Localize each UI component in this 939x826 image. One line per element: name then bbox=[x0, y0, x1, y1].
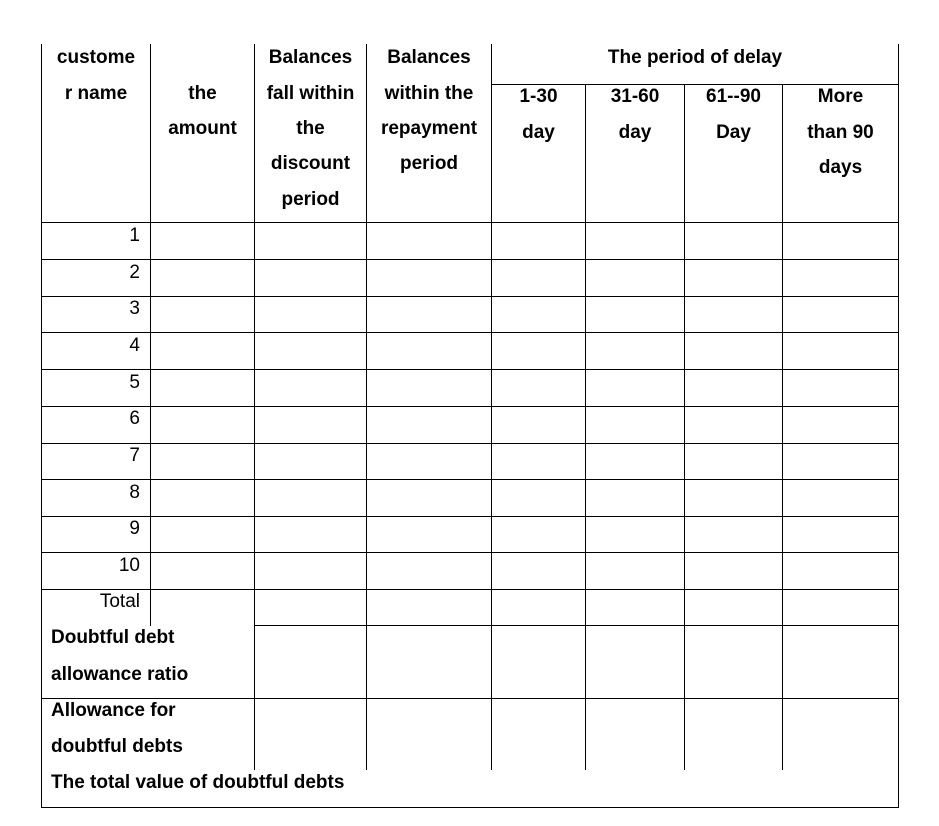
row-number-7: 7 bbox=[129, 445, 140, 466]
header-repayment-line4: period bbox=[399, 153, 459, 174]
header-discount-line5: period bbox=[281, 189, 340, 210]
row-number-10: 10 bbox=[118, 555, 140, 576]
header-delay-1-30-line1: 1-30 bbox=[519, 86, 558, 107]
allowance-label-line1: Allowance for bbox=[51, 700, 176, 721]
row-number-4: 4 bbox=[129, 335, 140, 356]
header-repayment-line1: Balances bbox=[387, 47, 471, 68]
header-delay-61-90-line1: 61--90 bbox=[706, 86, 761, 107]
row-number-5: 5 bbox=[129, 372, 140, 393]
header-customer-name-line1: custome bbox=[56, 47, 136, 68]
header-repayment-line3: repayment bbox=[380, 118, 478, 139]
row-number-6: 6 bbox=[129, 408, 140, 429]
ratio-label-line2: allowance ratio bbox=[51, 664, 189, 685]
row-number-3: 3 bbox=[129, 298, 140, 319]
ratio-label-line1: Doubtful debt bbox=[51, 627, 175, 648]
header-delay-61-90-line2: Day bbox=[716, 122, 751, 143]
row-number-9: 9 bbox=[129, 518, 140, 539]
header-discount-line1: Balances bbox=[268, 47, 353, 68]
row-number-1: 1 bbox=[129, 225, 140, 246]
header-amount-line2: amount bbox=[168, 118, 237, 139]
total-doubtful-debts-label: The total value of doubtful debts bbox=[51, 772, 345, 793]
header-delay-group: The period of delay bbox=[607, 47, 783, 68]
header-discount-line4: discount bbox=[270, 153, 351, 174]
header-delay-1-30-line2: day bbox=[522, 122, 555, 143]
header-repayment-line2: within the bbox=[384, 83, 474, 104]
header-customer-name-line2: r name bbox=[64, 83, 128, 104]
header-delay-over-90-line3: days bbox=[818, 157, 863, 178]
header-discount-line3: the bbox=[296, 118, 325, 139]
header-delay-over-90-line2: than 90 bbox=[807, 122, 874, 143]
header-delay-31-60-line1: 31-60 bbox=[610, 86, 660, 107]
total-row-label: Total bbox=[99, 591, 140, 612]
allowance-label-line2: doubtful debts bbox=[51, 736, 183, 757]
row-number-8: 8 bbox=[129, 482, 140, 503]
row-number-2: 2 bbox=[129, 262, 140, 283]
header-discount-line2: fall within bbox=[266, 83, 355, 104]
header-delay-31-60-line2: day bbox=[618, 122, 652, 143]
header-amount-line1: the bbox=[188, 83, 217, 104]
header-delay-over-90-line1: More bbox=[817, 86, 864, 107]
